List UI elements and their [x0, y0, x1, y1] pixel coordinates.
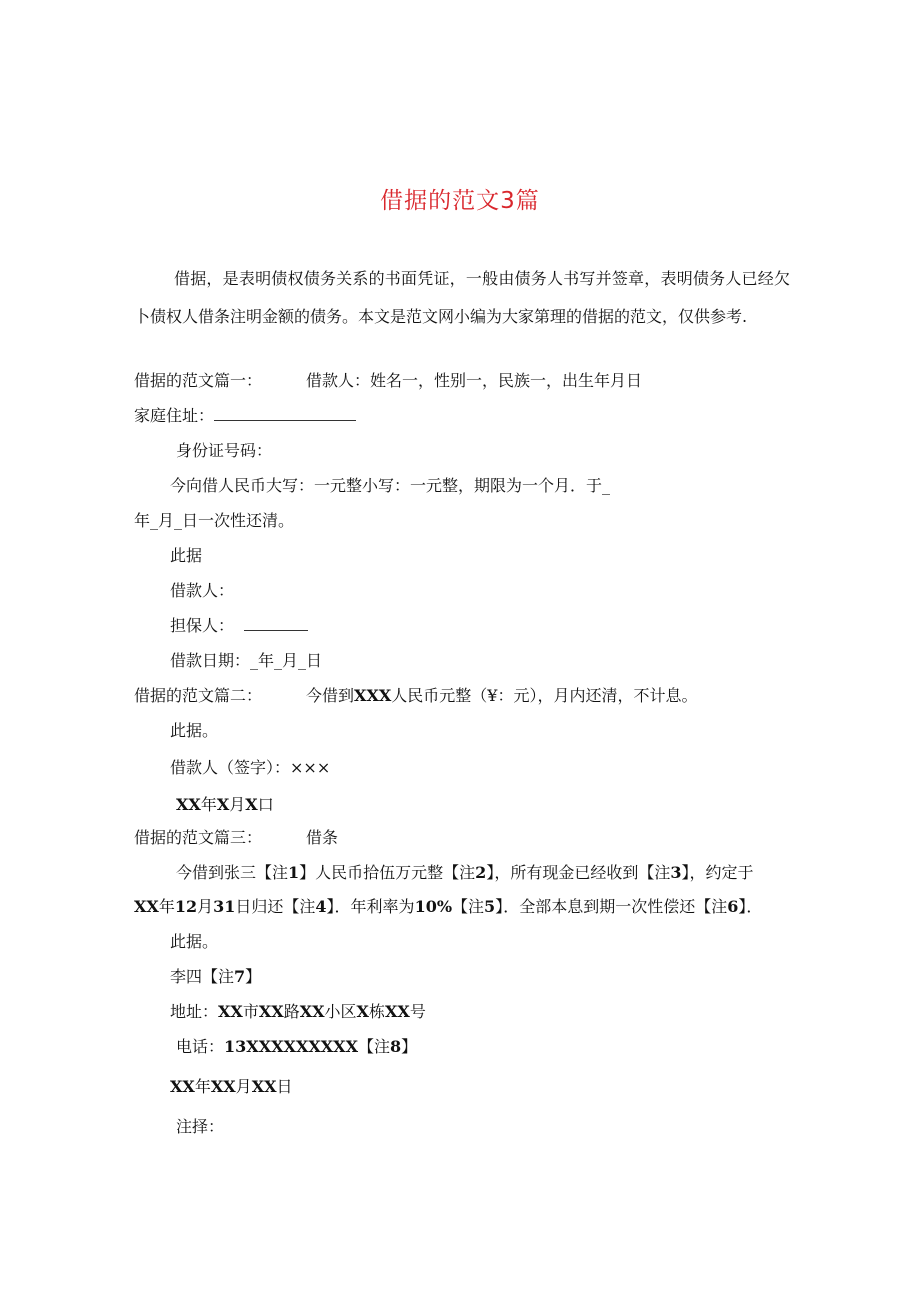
piece1-heading-line [134, 369, 642, 393]
guarantor-blank-line [244, 616, 308, 631]
text-run: 地址： [170, 1002, 219, 1021]
text-run: 年 [158, 897, 175, 916]
piece1-cishu: 此据 [170, 546, 203, 565]
text-run: 8 [390, 1037, 402, 1056]
piece2-heading: 借据的范文篇二： [134, 686, 263, 705]
text-run: 年 [194, 1077, 211, 1096]
piece3-cishu: 此据。 [170, 932, 219, 951]
text-run: 日 [276, 1077, 293, 1096]
text-run: 4 [315, 897, 327, 916]
document-title: 借据的范文3篇 [380, 188, 540, 214]
piece2-sign: 借款人（签字）：××× [170, 758, 331, 777]
piece3-heading-line [134, 826, 338, 850]
text-run: 】．年利率为 [326, 897, 415, 916]
piece3-subtitle: 借条 [306, 828, 339, 847]
piece1-loan-line: 今向借人民币大写：一元整小写：一元整，期限为一个月．于_ [170, 476, 611, 495]
text-run: 】，所有现金已经收到【注 [486, 863, 671, 882]
text-run: 6 [727, 897, 739, 916]
piece2-content-bold: XXX [354, 686, 392, 705]
text-run: 2 [475, 863, 487, 882]
piece1-borrower: 借款人： [170, 581, 235, 600]
piece1-guarantor-line [170, 614, 308, 638]
text-run: XX [299, 1002, 325, 1021]
text-run: 】 [245, 967, 262, 986]
piece1-guarantor: 担保人： [170, 616, 235, 635]
text-run: 5 [484, 897, 496, 916]
text-run: 市 [242, 1002, 259, 1021]
piece1-borrower-info: 借款人：姓名一，性别一，民族一，出生年月日 [306, 371, 643, 390]
text-run: 3 [670, 863, 682, 882]
piece3-signer [170, 965, 261, 989]
text-run: 【注 [452, 897, 485, 916]
text-run: 今借到张三【注 [176, 863, 289, 882]
text-run: XX [210, 1077, 236, 1096]
text-run: XX [134, 897, 159, 916]
text-run: 日归还【注 [235, 897, 316, 916]
text-run: 】 [401, 1037, 418, 1056]
address-blank-line [214, 406, 356, 421]
piece3-line2 [134, 895, 762, 919]
piece2-date: XX年X月X口 [176, 795, 274, 814]
text-run: 栋 [368, 1002, 385, 1021]
text-run: XX [258, 1002, 284, 1021]
piece3-heading: 借据的范文篇三： [134, 828, 263, 847]
piece3-address [170, 1000, 426, 1024]
text-run: 路 [283, 1002, 300, 1021]
text-run: 小区 [324, 1002, 357, 1021]
text-run: XX [170, 1077, 195, 1096]
text-run: XX [218, 1002, 243, 1021]
piece3-phone [176, 1035, 417, 1059]
piece1-address-label: 家庭住址： [134, 406, 215, 425]
text-run: 李四【注 [170, 967, 235, 986]
intro-paragraph: 借据，是表明债权债务关系的书面凭证，一般由债务人书写并签章，表明债务人已经欠卜债权人借条注明金额的债务。本文是范文网小编为大家第理的借据的范文，仅供参考. [134, 269, 790, 326]
text-run: 7 [234, 967, 246, 986]
text-run: 】人民币拾伍万元整【注 [299, 863, 476, 882]
piece3-date [170, 1075, 293, 1099]
text-run: 】，约定于 [681, 863, 754, 882]
piece1-heading: 借据的范文篇一： [134, 371, 263, 390]
piece2-content-post: 人民币元整（¥：元），月内还清，不计息。 [391, 686, 698, 705]
text-run: 12 [174, 897, 198, 916]
text-run: 月 [197, 897, 214, 916]
piece1-loan-date: 借款日期：_年_月_日 [170, 651, 323, 670]
text-run: XX [251, 1077, 277, 1096]
piece1-address-line [134, 404, 356, 428]
piece2-content-pre: 今借到 [306, 686, 355, 705]
piece3-notes-label: 注择： [176, 1117, 225, 1136]
piece1-repay-line: 年_月_日一次性还清。 [134, 511, 295, 530]
text-run: 月 [235, 1077, 252, 1096]
text-run: 13XXXXXXXXX [224, 1037, 359, 1056]
text-run: 31 [213, 897, 236, 916]
piece2-cishu: 此据。 [170, 721, 219, 740]
text-run: XX [384, 1002, 410, 1021]
piece3-line1 [176, 861, 753, 885]
piece2-heading-line [134, 684, 697, 708]
text-run: 】． [738, 897, 763, 916]
text-run: 】．全部本息到期一次性偿还【注 [495, 897, 728, 916]
text-run: 电话： [176, 1037, 225, 1056]
text-run: 【注 [358, 1037, 391, 1056]
text-run: 10% [414, 897, 453, 916]
text-run: 1 [288, 863, 300, 882]
piece1-id-label: 身份证号码： [176, 441, 273, 460]
text-run: 号 [409, 1002, 426, 1021]
text-run: X [356, 1002, 369, 1021]
